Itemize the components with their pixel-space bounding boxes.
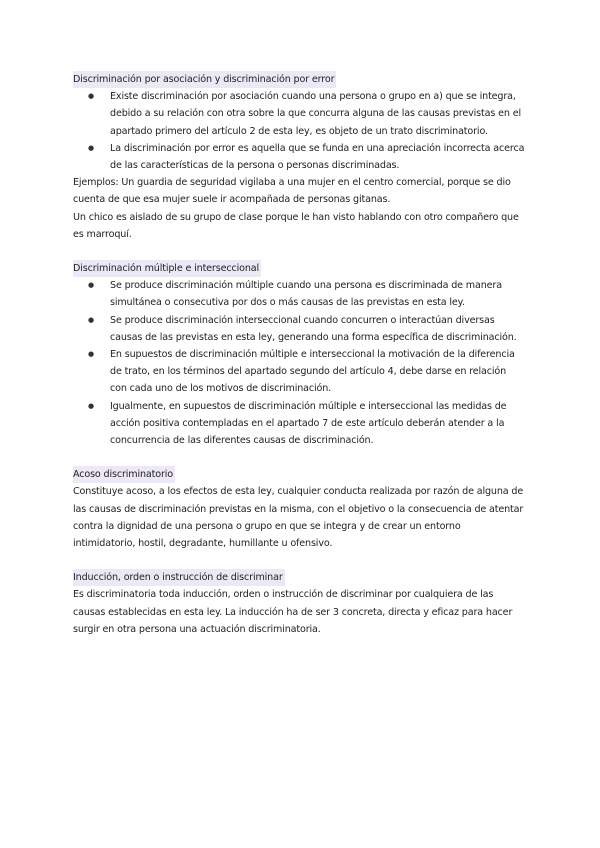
section-induccion-orden (73, 569, 525, 638)
list-item: ● En supuestos de discriminación múltiple e interseccional la motivación de la diferencia de trato, en los términos del apartado segundo del artículo 4, debe darse en relación con cada uno de los motivos de discriminación. (110, 346, 525, 398)
list-item: ● Existe discriminación por asociación cuando una persona o grupo en a) que se integra, debido a su relación con otra sobre la que concurra alguna de las causas previstas en el apartado primero del artículo 2 de esta ley, es objeto de un trato discriminatorio. (110, 88, 525, 140)
list-item: ● Igualmente, en supuestos de discriminación múltiple e interseccional las medidas de acción positiva contempladas en el apartado 7 de este artículo deberán atender a la concurrencia de las diferentes causas de discriminación. (110, 398, 525, 450)
section-heading: Discriminación múltiple e interseccional (73, 260, 261, 277)
list-item: ● Se produce discriminación interseccional cuando concurren o interactúan diversas causas de las previstas en esta ley, generando una forma específica de discriminación. (110, 312, 525, 346)
paragraph: Es discriminatoria toda inducción, orden o instrucción de discriminar por cualquiera de las causas establecidas en esta ley. La inducción ha de ser 3 concreta, directa y eficaz para hacer surgir en otra persona una actuación discriminatoria. (73, 589, 513, 635)
section-heading: Discriminación por asociación y discriminación por error (73, 71, 336, 88)
section-heading: Inducción, orden o instrucción de discriminar (73, 569, 285, 586)
section-heading: Acoso discriminatorio (73, 466, 175, 483)
paragraph: Ejemplos: Un guardia de seguridad vigilaba a una mujer en el centro comercial, porque se dio cuenta de que esa mujer suele ir acompañada de personas gitanas. (73, 177, 511, 206)
section-asociacion-error (73, 71, 525, 243)
bullet-list (73, 277, 525, 449)
paragraph: Un chico es aislado de su grupo de clase porque le han visto hablando con otro compañero que es marroquí. (73, 211, 519, 240)
section-multiple-interseccional (73, 260, 525, 449)
list-item: ● Se produce discriminación múltiple cuando una persona es discriminada de manera simultánea o consecutiva por dos o más causas de las previstas en esta ley. (110, 277, 525, 311)
section-acoso-discriminatorio (73, 466, 525, 552)
list-item: ● La discriminación por error es aquella que se funda en una apreciación incorrecta acerca de las características de la persona o personas discriminadas. (110, 140, 525, 174)
document-page (73, 71, 525, 638)
bullet-list (73, 88, 525, 174)
paragraph: Constituye acoso, a los efectos de esta ley, cualquier conducta realizada por razón de alguna de las causas de discriminación previstas en la misma, con el objetivo o la consecuencia de atentar contra la dignidad de una persona o grupo en que se integra y de crear un entorno intimidatorio, hostil, degradante, humillante u ofensivo. (73, 486, 524, 550)
